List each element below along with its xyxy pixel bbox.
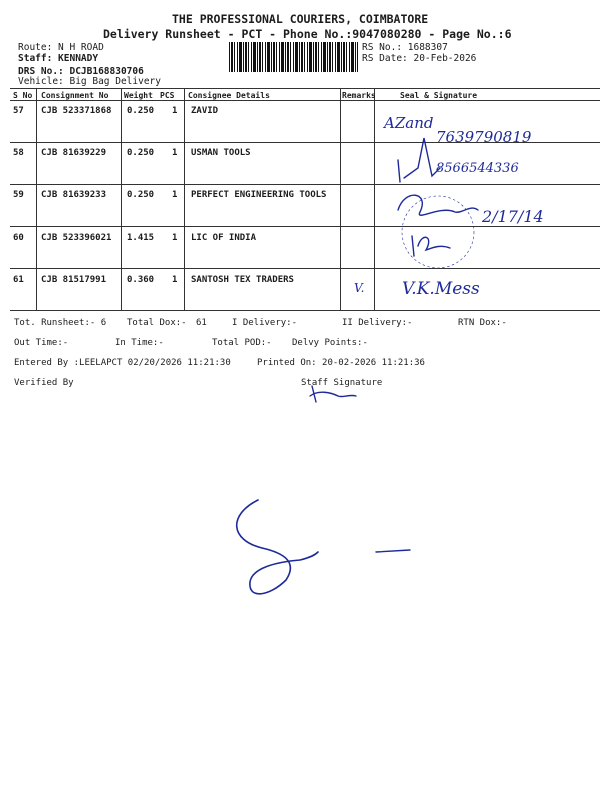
out-time: Out Time:- (14, 338, 69, 348)
row-pcs: 1 (172, 148, 178, 158)
phone-row58: 8566544336 (436, 161, 519, 176)
seal-stamp (402, 196, 474, 268)
col-header-weight: Weight (124, 91, 153, 100)
rtn-dox: RTN Dox:- (458, 318, 507, 328)
row-sno: 58 (13, 148, 24, 158)
row-sno: 59 (13, 190, 24, 200)
rs-number: RS No.: 1688307 (362, 42, 448, 53)
row-consignment-no: CJB 81639233 (41, 190, 107, 200)
row-pcs: 1 (172, 233, 178, 243)
row-weight: 1.415 (127, 233, 155, 243)
row-pcs: 1 (172, 106, 178, 116)
delvy-points: Delvy Points:- (292, 338, 368, 348)
vehicle-label: Vehicle: Big Bag Delivery (18, 76, 161, 87)
row-consignee: ZAVID (191, 106, 219, 116)
staff-label: Staff: KENNADY (18, 53, 99, 64)
signature-row61: V.K.Mess (402, 279, 480, 299)
row-consignment-no: CJB 81639229 (41, 148, 107, 158)
date-row59: 2/17/14 (482, 207, 544, 226)
col-header-pcs: PCS (160, 91, 175, 100)
total-pod: Total POD:- (212, 338, 272, 348)
staff-signature-scrawl (310, 386, 356, 402)
signature-row57: AZand (384, 114, 434, 132)
entered-by: Entered By :LEELAPCT 02/20/2026 11:21:30 (14, 358, 231, 368)
row-pcs: 1 (172, 190, 178, 200)
col-header-seal-signature: Seal & Signature (400, 91, 478, 100)
total-dox-label: Total Dox:- (127, 318, 187, 328)
i-delivery: I Delivery:- (232, 318, 298, 328)
row-sno: 61 (13, 275, 24, 285)
row-consignment-no: CJB 523371868 (41, 106, 112, 116)
row-sno: 60 (13, 233, 24, 243)
row-consignee: PERFECT ENGINEERING TOOLS (191, 190, 327, 200)
row-consignment-no: CJB 523396021 (41, 233, 112, 243)
row-weight: 0.250 (127, 148, 155, 158)
large-signature (237, 500, 318, 594)
verified-by: Verified By (14, 378, 74, 388)
col-header-sno: S No (13, 91, 33, 100)
runsheet-title: Delivery Runsheet - PCT - Phone No.:9047080280 - Page No.:6 (103, 27, 512, 41)
row-consignee: LIC OF INDIA (191, 233, 257, 243)
row-weight: 0.250 (127, 106, 155, 116)
printed-on: Printed On: 20-02-2026 11:21:36 (257, 358, 425, 368)
row-consignee: SANTOSH TEX TRADERS (191, 275, 294, 285)
rs-date: RS Date: 20-Feb-2026 (362, 53, 477, 64)
signature-row60 (412, 236, 450, 256)
drs-number: DRS No.: DCJB168830706 (18, 66, 144, 77)
ii-delivery: II Delivery:- (342, 318, 413, 328)
route-label: Route: N H ROAD (18, 42, 104, 53)
row-weight: 0.250 (127, 190, 155, 200)
signature-row59 (398, 195, 478, 215)
signature-row58 (398, 138, 440, 182)
col-header-remarks: Remarks (342, 91, 376, 100)
row-sno: 57 (13, 106, 24, 116)
signature-line (376, 550, 410, 552)
col-header-consignee: Consignee Details (188, 91, 270, 100)
row-consignee: USMAN TOOLS (191, 148, 251, 158)
company-title: THE PROFESSIONAL COURIERS, COIMBATORE (172, 12, 429, 26)
phone-row57: 7639790819 (436, 128, 532, 146)
remark-row61: V. (354, 281, 365, 295)
in-time: In Time:- (115, 338, 164, 348)
col-header-consignment: Consignment No (41, 91, 109, 100)
row-weight: 0.360 (127, 275, 155, 285)
row-pcs: 1 (172, 275, 178, 285)
tot-runsheet: Tot. Runsheet:- 6 (14, 318, 107, 328)
total-dox-value: 61 (196, 318, 207, 328)
row-consignment-no: CJB 81517991 (41, 275, 107, 285)
staff-signature-label: Staff Signature (301, 378, 383, 388)
